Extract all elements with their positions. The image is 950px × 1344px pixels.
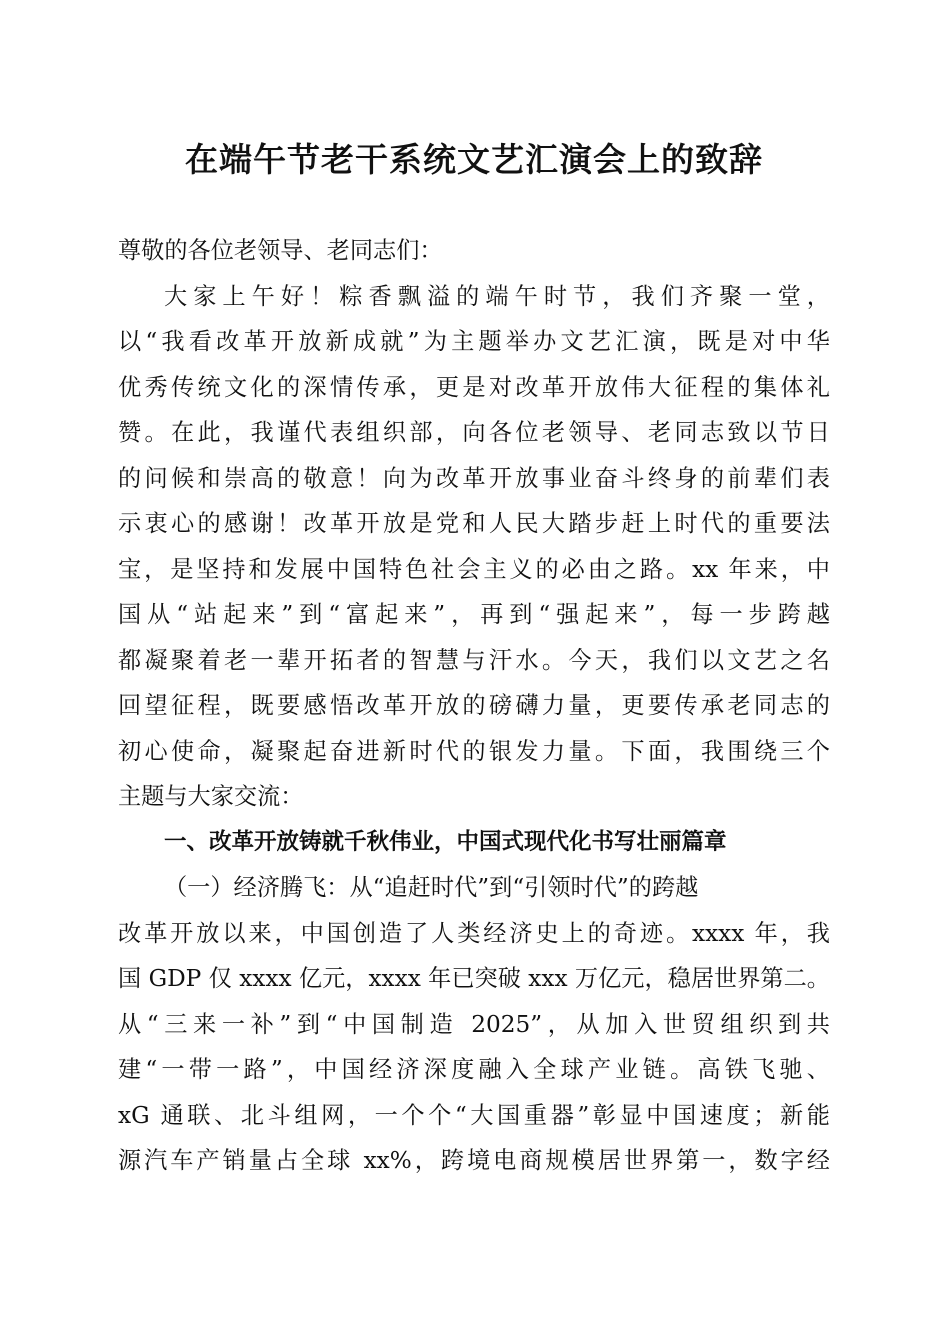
document-title: 在端午节老干系统文艺汇演会上的致辞 bbox=[185, 140, 763, 179]
paragraph-line: 国从“站起来”到“富起来”，再到“强起来”，每一步跨越 bbox=[118, 601, 830, 628]
paragraph-line: 改革开放以来，中国创造了人类经济史上的奇迹。xxxx 年，我 bbox=[118, 919, 830, 947]
paragraph-line: 的问候和崇高的敬意！向为改革开放事业奋斗终身的前辈们表 bbox=[118, 464, 830, 492]
paragraph-line: 建“一带一路”，中国经济深度融入全球产业链。高铁飞驰、 bbox=[118, 1056, 830, 1083]
paragraph-line: 初心使命，凝聚起奋进新时代的银发力量。下面，我围绕三个 bbox=[118, 737, 830, 765]
paragraph-line: xG 通联、北斗组网，一个个“大国重器”彰显中国速度；新能 bbox=[118, 1101, 830, 1129]
section-heading: 一、改革开放铸就千秋伟业，中国式现代化书写壮丽篇章 bbox=[164, 828, 727, 855]
paragraph-line: 示衷心的感谢！改革开放是党和人民大踏步赶上时代的重要法 bbox=[118, 510, 830, 537]
paragraph-line: 优秀传统文化的深情传承，更是对改革开放伟大征程的集体礼 bbox=[118, 373, 830, 401]
paragraph-line: 大家上午好！粽香飘溢的端午时节，我们齐聚一堂， bbox=[164, 282, 830, 310]
subsection-heading: （一）经济腾飞：从“追赶时代”到“引领时代”的跨越 bbox=[164, 874, 699, 901]
paragraph-line: 从“三来一补”到“中国制造 2025”，从加入世贸组织到共 bbox=[118, 1010, 830, 1038]
paragraph-line: 回望征程，既要感悟改革开放的磅礴力量，更要传承老同志的 bbox=[118, 692, 830, 719]
paragraph-line: 宝，是坚持和发展中国特色社会主义的必由之路。xx 年来，中 bbox=[118, 555, 830, 583]
paragraph-line: 主题与大家交流： bbox=[118, 783, 304, 810]
paragraph-line: 国 GDP 仅 xxxx 亿元，xxxx 年已突破 xxx 万亿元，稳居世界第二。 bbox=[118, 965, 830, 992]
paragraph-line: 以“我看改革开放新成就”为主题举办文艺汇演，既是对中华 bbox=[118, 328, 830, 355]
paragraph-line: 源汽车产销量占全球 xx%，跨境电商规模居世界第一，数字经 bbox=[118, 1147, 830, 1174]
paragraph-line: 赞。在此，我谨代表组织部，向各位老领导、老同志致以节日 bbox=[118, 419, 830, 446]
document-body bbox=[118, 228, 830, 1184]
salutation: 尊敬的各位老领导、老同志们： bbox=[118, 237, 443, 264]
paragraph-line: 都凝聚着老一辈开拓者的智慧与汗水。今天，我们以文艺之名 bbox=[118, 646, 830, 674]
